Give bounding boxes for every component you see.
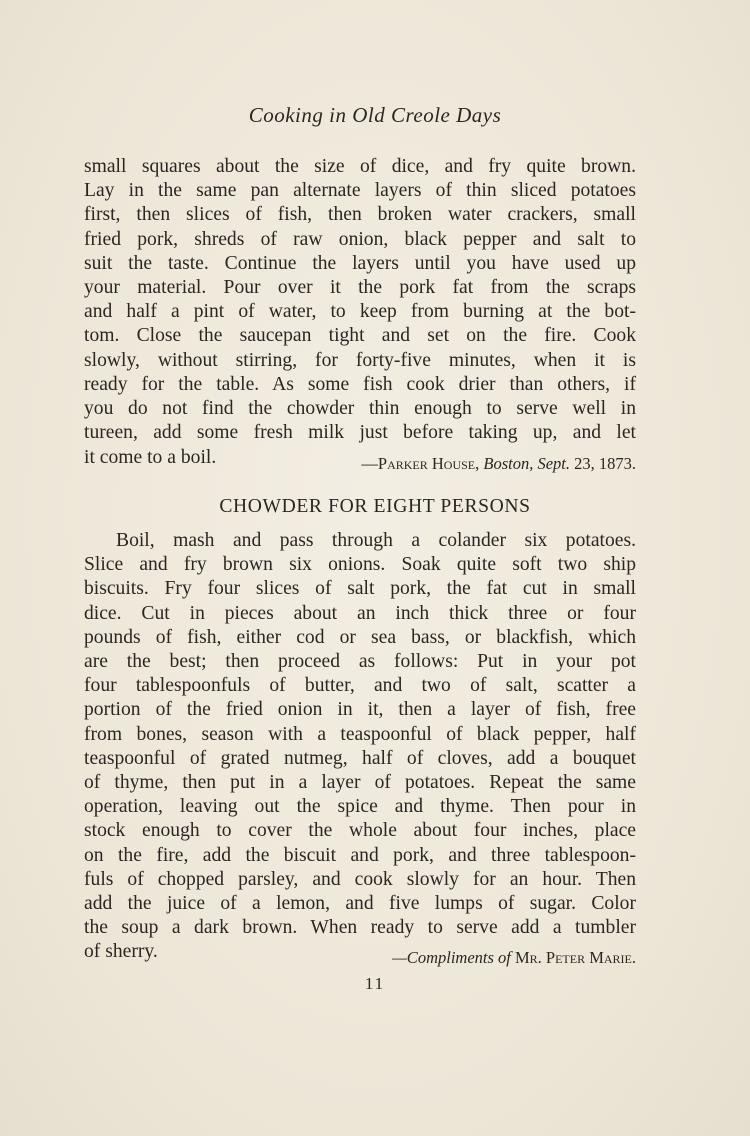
text-line: the soup a dark brown. When ready to serve add a tumbler: [84, 917, 636, 939]
paragraph-chowder-eight-persons: [84, 529, 636, 940]
text-line: pounds of fish, either cod or sea bass, or blackfish, which: [84, 626, 636, 648]
text-line: add the juice of a lemon, and five lumps of sugar. Color: [84, 893, 636, 915]
text-line: portion of the fried onion in it, then a layer of fish, free: [84, 699, 636, 721]
attribution-date: 23, 1873.: [574, 454, 636, 473]
attribution: [361, 452, 636, 476]
attribution-dash: —: [361, 454, 378, 473]
text-line: of thyme, then put in a layer of potatoes. Repeat the same: [84, 772, 636, 794]
text-line: teaspoonful of grated nutmeg, half of cloves, add a bouquet: [84, 747, 636, 769]
recipe-heading: CHOWDER FOR EIGHT PERSONS: [219, 496, 531, 517]
text-line: stock enough to cover the whole about four inches, place: [84, 820, 636, 842]
attribution-name: Mr. Peter Marie.: [514, 948, 636, 967]
attribution: [392, 946, 636, 970]
text-line: suit the taste. Continue the layers until you have used up: [84, 252, 636, 274]
text-line: tom. Close the saucepan tight and set on the fire. Cook: [84, 325, 636, 347]
text-line: you do not find the chowder thin enough to serve well in: [84, 398, 636, 420]
text-line: small squares about the size of dice, and fry quite brown.: [84, 156, 636, 177]
last-text-line: it come to a boil.: [84, 447, 217, 468]
text-line: Slice and fry brown six onions. Soak quite soft two ship: [84, 554, 636, 576]
text-line: Boil, mash and pass through a colander six potatoes.: [116, 530, 636, 551]
text-line: your material. Pour over it the pork fat from the scraps: [84, 277, 636, 299]
page-number: 11: [364, 974, 386, 993]
text-line: Lay in the same pan alternate layers of thin sliced potatoes: [84, 180, 636, 202]
text-line: biscuits. Fry four slices of salt pork, the fat cut in small: [84, 578, 636, 600]
text-line: are the best; then proceed as follows: Put in your pot: [84, 651, 636, 673]
text-line: tureen, add some fresh milk just before taking up, and let: [84, 422, 636, 444]
running-head: Cooking in Old Creole Days: [248, 103, 502, 127]
text-line: on the fire, add the biscuit and pork, and three tablespoon-: [84, 844, 636, 866]
text-line: ready for the table. As some fish cook drier than others, if: [84, 373, 636, 395]
text-line: four tablespoonfuls of butter, and two of salt, scatter a: [84, 675, 636, 697]
text-line: dice. Cut in pieces about an inch thick three or four: [84, 602, 636, 624]
text-line: operation, leaving out the spice and thyme. Then pour in: [84, 796, 636, 818]
attribution-prefix: —Compliments of: [392, 948, 511, 967]
text-line: first, then slices of fish, then broken water crackers, small: [84, 204, 636, 226]
text-line: fried pork, shreds of raw onion, black pepper and salt to: [84, 228, 636, 250]
text-line: and half a pint of water, to keep from burning at the bot-: [84, 301, 636, 323]
text-line: slowly, without stirring, for forty-five minutes, when it is: [84, 349, 636, 371]
attribution-name: Parker House,: [377, 454, 480, 473]
paragraph-parker-house-chowder: [84, 155, 636, 445]
text-line: from bones, season with a teaspoonful of black pepper, half: [84, 723, 636, 745]
attribution-place: Boston, Sept.: [483, 454, 570, 473]
text-line: fuls of chopped parsley, and cook slowly for an hour. Then: [84, 868, 636, 890]
last-text-line: of sherry.: [84, 941, 158, 962]
